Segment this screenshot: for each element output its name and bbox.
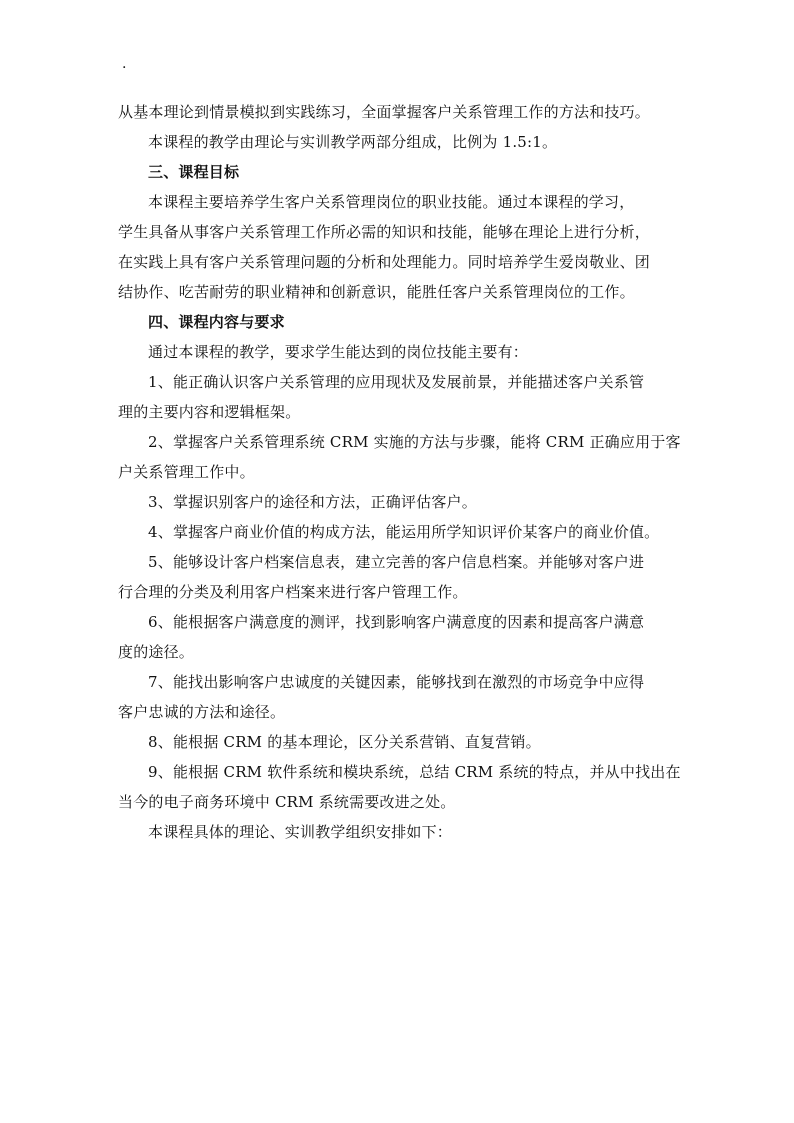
text-line: 学生具备从事客户关系管理工作所必需的知识和技能，能够在理论上进行分析， — [118, 223, 651, 241]
text-line: 在实践上具有客户关系管理问题的分析和处理能力。同时培养学生爱岗敬业、团 — [118, 253, 651, 271]
text-line: 本课程主要培养学生客户关系管理岗位的职业技能。通过本课程的学习， — [148, 193, 635, 211]
text-line: 4、掌握客户商业价值的构成方法，能运用所学知识评价某客户的商业价值。 — [148, 523, 660, 541]
text-line: 度的途径。 — [118, 643, 195, 661]
text-line: 6、能根据客户满意度的测评，找到影响客户满意度的因素和提高客户满意 — [148, 613, 645, 631]
text-line: 结协作、吃苦耐劳的职业精神和创新意识，能胜任客户关系管理岗位的工作。 — [118, 283, 635, 301]
section-heading: 三、课程目标 — [148, 163, 240, 181]
text-line: 7、能找出影响客户忠诚度的关键因素，能够找到在激烈的市场竞争中应得 — [148, 673, 645, 691]
document-body — [118, 97, 681, 847]
page-mark: . — [122, 56, 127, 72]
text-line: 当今的电子商务环境中 CRM 系统需要改进之处。 — [118, 793, 456, 811]
text-line: 理的主要内容和逻辑框架。 — [118, 403, 301, 421]
text-line: 本课程具体的理论、实训教学组织安排如下： — [148, 823, 453, 841]
text-line: 行合理的分类及利用客户档案来进行客户管理工作。 — [118, 583, 468, 601]
section-heading: 四、课程内容与要求 — [148, 313, 285, 331]
text-line: 户关系管理工作中。 — [118, 463, 255, 481]
text-line: 1、能正确认识客户关系管理的应用现状及发展前景，并能描述客户关系管 — [148, 373, 645, 391]
text-line: 9、能根据 CRM 软件系统和模块系统，总结 CRM 系统的特点，并从中找出在 — [148, 763, 681, 781]
text-line: 通过本课程的教学，要求学生能达到的岗位技能主要有： — [148, 343, 529, 361]
text-line: 8、能根据 CRM 的基本理论，区分关系营销、直复营销。 — [148, 733, 541, 751]
text-line: 客户忠诚的方法和途径。 — [118, 703, 286, 721]
text-line: 本课程的教学由理论与实训教学两部分组成，比例为 1.5:1。 — [148, 133, 558, 151]
text-line: 5、能够设计客户档案信息表，建立完善的客户信息档案。并能够对客户进 — [148, 553, 645, 571]
text-line: 3、掌握识别客户的途径和方法，正确评估客户。 — [148, 493, 477, 511]
text-line: 2、掌握客户关系管理系统 CRM 实施的方法与步骤，能将 CRM 正确应用于客 — [148, 433, 681, 451]
text-line: 从基本理论到情景模拟到实践练习，全面掌握客户关系管理工作的方法和技巧。 — [118, 103, 651, 121]
